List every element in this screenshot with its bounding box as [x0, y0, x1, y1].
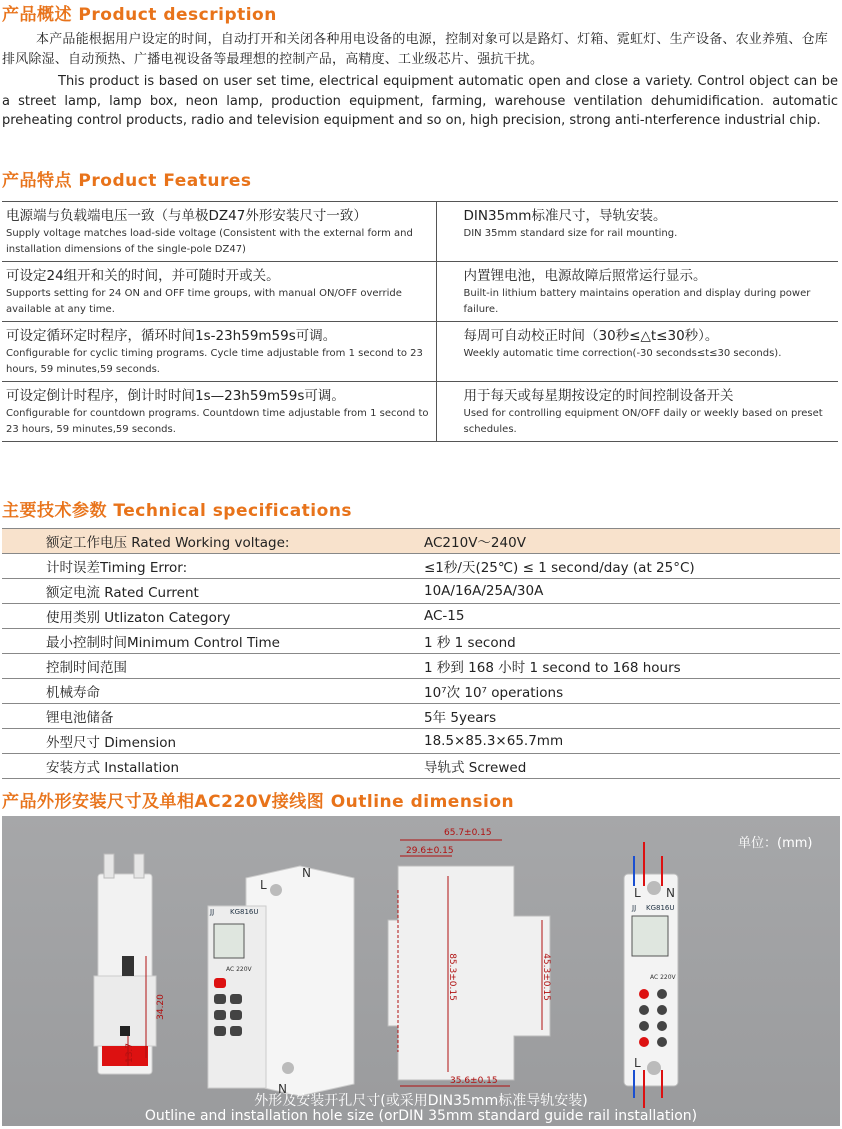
feature-zh: 可设定24组开和关的时间，并可随时开或关。	[6, 268, 280, 284]
caption-zh: 外形及安装开孔尺寸(或采用DIN35mm标准导轨安装)	[254, 1093, 588, 1109]
caption-en: Outline and installation hole size (orDIN 35mm standard guide rail installation)	[144, 1108, 698, 1124]
spec-key: 机械寿命	[2, 679, 376, 704]
device-terminal-n: N	[302, 866, 311, 880]
dim-label: 85.3±0.15	[446, 953, 457, 1001]
feature-row	[2, 202, 838, 262]
device-voltage: AC 220V	[226, 966, 252, 973]
spec-value: AC210V～240V	[376, 529, 840, 554]
spec-row	[2, 729, 840, 754]
front-device	[208, 866, 354, 1096]
feature-en: Built-in lithium battery maintains operation and display during power failure.	[463, 288, 811, 315]
wiring-terminal-l: L	[634, 886, 641, 900]
unit-label: 单位：(mm)	[738, 836, 813, 851]
dim-label: 13.7	[125, 1042, 136, 1064]
feature-zh: 可设定倒计时程序，倒计时时间1s—23h59m59s可调。	[6, 388, 345, 404]
feature-zh: 每周可自动校正时间（30秒≤△t≤30秒）。	[463, 328, 719, 344]
spec-value: 10A/16A/25A/30A	[376, 579, 840, 604]
spec-key: 计时误差Timing Error:	[2, 554, 376, 579]
feature-en: Used for controlling equipment ON/OFF daily or weekly based on preset schedules.	[463, 408, 823, 435]
spec-value: 1 秒到 168 小时 1 second to 168 hours	[376, 654, 840, 679]
wiring-device-model: KG816U	[646, 904, 675, 912]
dim-label: 29.6±0.15	[406, 846, 454, 856]
spec-value: 10⁷次 10⁷ operations	[376, 679, 840, 704]
device-terminal-n-bottom: N	[278, 1082, 287, 1096]
features-title: 产品特点 Product Features	[2, 171, 252, 191]
wiring-device-voltage: AC 220V	[650, 974, 676, 981]
feature-zh: 可设定循环定时程序，循环时间1s-23h59m59s可调。	[6, 328, 337, 344]
spec-row	[2, 704, 840, 729]
feature-en: Configurable for cyclic timing programs. Cycle time adjustable from 1 second to 23 hours, 59 minutes,59 seconds.	[6, 348, 423, 375]
spec-row	[2, 654, 840, 679]
device-model: KG816U	[230, 908, 259, 916]
feature-cell	[436, 322, 838, 382]
feature-cell	[436, 202, 838, 262]
feature-cell	[2, 202, 436, 262]
feature-en: Supports setting for 24 ON and OFF time groups, with manual ON/OFF override available at any time.	[6, 288, 402, 315]
feature-en: Weekly automatic time correction(-30 seconds≤t≤30 seconds).	[463, 348, 782, 359]
spec-row	[2, 679, 840, 704]
description-zh: 本产品能根据用户设定的时间，自动打开和关闭各种用电设备的电源，控制对象可以是路灯、灯箱、霓虹灯、生产设备、农业养殖、仓库排风除湿、自动预热、广播电视设备等最理想的控制产品，高精度、工业级芯片、强抗干扰。	[2, 32, 829, 67]
spec-row	[2, 604, 840, 629]
spec-key: 额定电流 Rated Current	[2, 579, 376, 604]
dim-label: 34.20	[155, 994, 166, 1020]
feature-en: Supply voltage matches load-side voltage (Consistent with the external form and installation dimensions of the single-pole DZ47)	[6, 228, 413, 255]
spec-value: AC-15	[376, 604, 840, 629]
spec-value: 导轨式 Screwed	[376, 754, 840, 779]
feature-zh: 电源端与负载端电压一致（与单极DZ47外形安装尺寸一致）	[6, 208, 367, 224]
description-en: This product is based on user set time, electrical equipment automatic open and close a variety. Control object can be a street lamp, lamp box, neon lamp, production equipment, farming, warehouse ventilation dehumidification. automatic preheating control products, radio and television equipment and so on, high precision, strong anti-nterference industrial chip.	[2, 74, 838, 128]
spec-row	[2, 629, 840, 654]
feature-row	[2, 382, 838, 442]
feature-zh: 用于每天或每星期按设定的时间控制设备开关	[463, 388, 734, 404]
spec-value: 5年 5years	[376, 704, 840, 729]
outline-diagram	[2, 816, 840, 1126]
device-terminal-l: L	[260, 878, 267, 892]
wiring-device-brand: JJ	[632, 904, 637, 912]
spec-key: 使用类别 Utlizaton Category	[2, 604, 376, 629]
spec-key: 控制时间范围	[2, 654, 376, 679]
spec-value: 18.5×85.3×65.7mm	[376, 729, 840, 754]
side-view-device	[94, 854, 156, 1074]
feature-en: DIN 35mm standard size for rail mounting.	[463, 228, 678, 239]
outline-drawing	[388, 840, 550, 1086]
feature-row	[2, 322, 838, 382]
spec-key: 安装方式 Installation	[2, 754, 376, 779]
feature-cell	[436, 382, 838, 442]
specs-title: 主要技术参数 Technical specifications	[2, 501, 353, 521]
features-table	[2, 201, 838, 442]
spec-key: 最小控制时间Minimum Control Time	[2, 629, 376, 654]
feature-zh: DIN35mm标准尺寸，导轨安装。	[463, 208, 667, 224]
spec-row	[2, 579, 840, 604]
feature-cell	[436, 262, 838, 322]
feature-cell	[2, 262, 436, 322]
spec-key: 额定工作电压 Rated Working voltage:	[2, 529, 376, 554]
specs-table	[2, 528, 840, 779]
feature-zh: 内置锂电池，电源故障后照常运行显示。	[463, 268, 707, 284]
feature-row	[2, 262, 838, 322]
dim-label: 65.7±0.15	[444, 828, 492, 838]
description-title: 产品概述 Product description	[2, 5, 277, 25]
dim-label: 45.3±0.15	[540, 953, 551, 1001]
dim-label: 35.6±0.15	[450, 1076, 498, 1086]
feature-en: Configurable for countdown programs. Countdown time adjustable from 1 second to 23 hours, 59 minutes,59 seconds.	[6, 408, 429, 435]
feature-cell	[2, 382, 436, 442]
device-brand: JJ	[210, 908, 215, 916]
spec-value: ≤1秒/天(25℃) ≤ 1 second/day (at 25°C)	[376, 554, 840, 579]
spec-value: 1 秒 1 second	[376, 629, 840, 654]
wiring-terminal-l-bottom: L	[634, 1056, 641, 1070]
spec-row	[2, 529, 840, 554]
outline-title: 产品外形安装尺寸及单相AC220V接线图 Outline dimension	[2, 792, 515, 812]
spec-row	[2, 554, 840, 579]
spec-key: 外型尺寸 Dimension	[2, 729, 376, 754]
feature-cell	[2, 322, 436, 382]
spec-row	[2, 754, 840, 779]
wiring-terminal-n: N	[666, 886, 675, 900]
spec-key: 锂电池储备	[2, 704, 376, 729]
device-drawings	[2, 816, 840, 1126]
